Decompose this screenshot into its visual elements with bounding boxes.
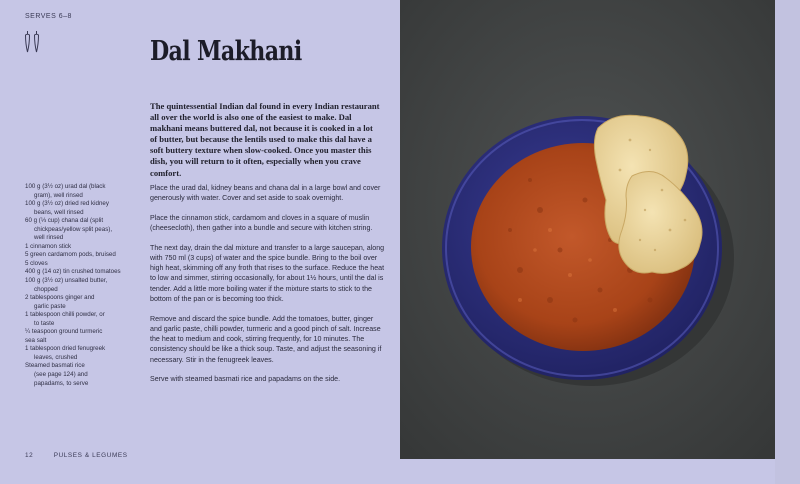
ingredient-continuation: papadams, to serve xyxy=(34,379,89,387)
ingredient-item xyxy=(25,268,135,277)
page-number: 12 xyxy=(25,452,34,459)
method-step: The next day, drain the dal mixture and transfer to a large saucepan, along with 750 ml (3 cups) of water and the spice bundle. Bring to the boil over high heat, skimming off any froth that rises to the surface. Reduce the heat to low and simmer, stirring occasionally, for about 1½ hours, until the dal is tender. Add a little more boiling water if the mixture starts to stick to the bottom of the pan or is becoming too thick. xyxy=(150,243,385,304)
ingredient-text: 60 g (⅓ cup) chana dal (split xyxy=(25,217,104,225)
section-name: PULSES & LEGUMES xyxy=(53,452,128,459)
ingredient-text: 2 tablespoons ginger and xyxy=(25,294,95,302)
ingredient-text: 5 cloves xyxy=(25,259,48,267)
ingredient-continuation: garlic paste xyxy=(34,302,66,310)
ingredient-text: 400 g (14 oz) tin crushed tomatoes xyxy=(25,268,121,276)
ingredient-text: 100 g (3½ oz) urad dal (black xyxy=(25,183,106,190)
chili-icon xyxy=(35,31,39,52)
ingredient-item xyxy=(25,337,135,346)
serves-label: SERVES 6–8 xyxy=(25,13,72,20)
ingredient-continuation: well rinsed xyxy=(34,234,64,242)
ingredient-text: 1 cinnamon stick xyxy=(25,242,72,250)
ingredient-text: 5 green cardamom pods, bruised xyxy=(25,251,116,259)
ingredient-item xyxy=(25,294,135,311)
method-step: Place the urad dal, kidney beans and chana dal in a large bowl and cover generously with water. Cover and set aside to soak overnight. xyxy=(150,184,381,203)
ingredient-text: sea salt xyxy=(25,336,47,344)
page-spine xyxy=(775,0,800,484)
recipe-title: Dal Makhani xyxy=(150,36,302,68)
ingredient-text: 1 tablespoon dried fenugreek xyxy=(25,345,106,353)
ingredient-item xyxy=(25,243,135,252)
ingredient-continuation: chopped xyxy=(34,285,58,293)
ingredient-item xyxy=(25,260,135,269)
method-step: Remove and discard the spice bundle. Add the tomatoes, butter, ginger and garlic paste, chilli powder, turmeric and a good pinch of salt. Increase the heat to medium and cook, stirring frequently, for 10 minutes. The consistency should be like a thick soup. Taste, and adjust the seasoning if necessary. Stir in the fenugreek leaves. xyxy=(150,314,382,364)
ingredient-text: Steamed basmati rice xyxy=(25,362,85,370)
ingredient-item xyxy=(25,200,135,217)
page-footer xyxy=(25,452,128,459)
ingredient-item xyxy=(25,277,135,294)
ingredient-continuation: leaves, crushed xyxy=(34,353,78,361)
method-steps xyxy=(150,183,386,394)
ingredient-continuation: chickpeas/yellow split peas), xyxy=(34,225,113,233)
method-step: Place the cinnamon stick, cardamom and cloves in a square of muslin (cheesecloth), then gather into a bundle and secure with kitchen string. xyxy=(150,213,373,233)
ingredient-text: 1 tablespoon chilli powder, or xyxy=(25,311,105,319)
ingredient-item xyxy=(25,345,135,362)
ingredient-item xyxy=(25,217,135,234)
ingredient-text: ¼ teaspoon ground turmeric xyxy=(25,328,103,336)
ingredient-continuation: to taste xyxy=(34,319,55,327)
ingredient-text: 100 g (3½ oz) dried red kidney xyxy=(25,200,109,208)
dish-photo xyxy=(400,0,775,459)
ingredient-item xyxy=(25,362,135,379)
heat-rating xyxy=(23,30,43,59)
ingredient-item xyxy=(25,251,135,260)
method-step: Serve with steamed basmati rice and papadams on the side. xyxy=(150,375,341,384)
ingredient-text: 100 g (3½ oz) unsalted butter, xyxy=(25,277,108,285)
ingredient-continuation: beans, well rinsed xyxy=(34,208,84,216)
ingredient-item xyxy=(25,328,135,337)
ingredient-item xyxy=(25,183,135,200)
ingredient-list xyxy=(25,183,135,388)
chili-icon xyxy=(26,31,30,52)
page-margin xyxy=(400,459,775,484)
ingredient-continuation: gram), well rinsed xyxy=(34,191,83,199)
ingredient-item xyxy=(25,380,135,389)
ingredient-item xyxy=(25,234,135,243)
ingredient-continuation: (see page 124) and xyxy=(34,371,88,379)
recipe-intro: The quintessential Indian dal found in every Indian restaurant all over the world is also one of the easiest to make. Dal makhani means buttered dal, not because it is cooked in a lot of butter, but because the lentils used to make this dal have a soft buttery texture when slow-cooked. Once you master this dish, you will return to it often, especially when you crave comfort. xyxy=(150,101,380,178)
ingredient-item xyxy=(25,311,135,328)
